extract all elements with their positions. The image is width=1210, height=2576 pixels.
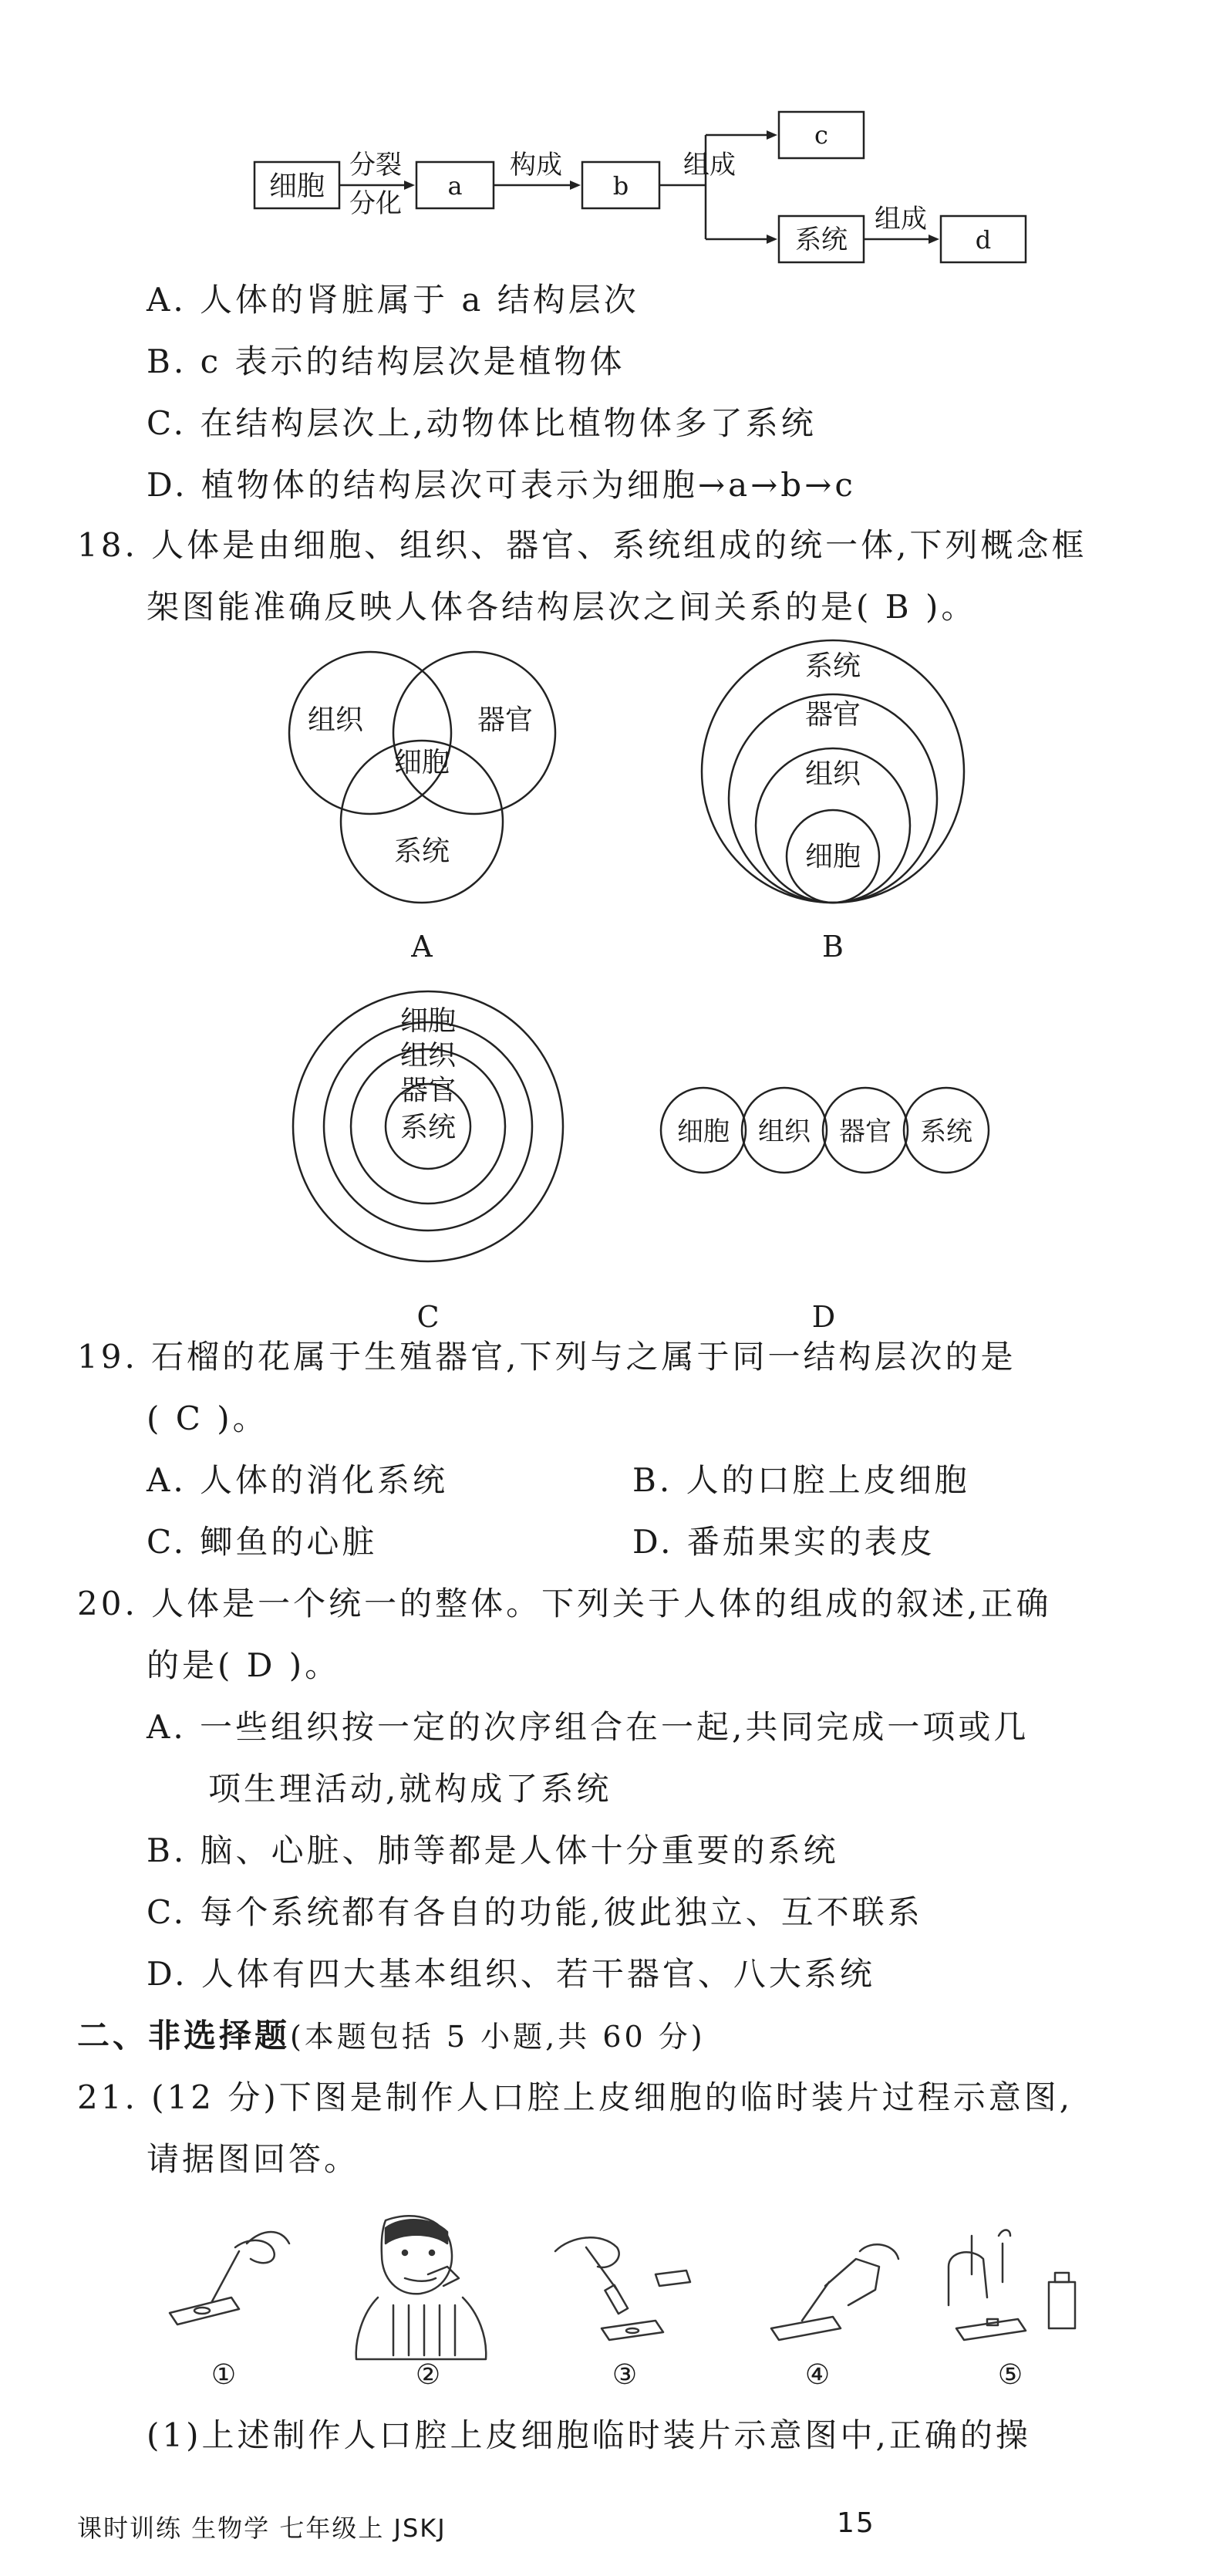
diagram-c-caption: C xyxy=(416,1300,440,1334)
q20-option-a-line1: A. 一些组织按一定的次序组合在一起,共同完成一项或几 xyxy=(147,1708,1030,1746)
diagram-d-chain xyxy=(656,1080,995,1342)
q19-option-c: C. 鲫鱼的心脏 xyxy=(147,1523,378,1561)
section-two-title: 二、非选择题 xyxy=(77,2017,291,2054)
q21-sub1-line1: (1)上述制作人口腔上皮细胞临时装片示意图中,正确的操 xyxy=(147,2416,1031,2454)
flow-form3-label: 组成 xyxy=(875,204,927,235)
flow-divide-label: 分裂 xyxy=(349,150,402,181)
structure-flow-diagram xyxy=(247,108,1041,278)
q18-stem-line1: 18. 人体是由细胞、组织、器官、系统组成的统一体,下列概念框 xyxy=(77,526,1087,564)
flow-form2-label: 组成 xyxy=(683,150,736,181)
flow-a-label: a xyxy=(447,171,463,201)
step-label-5: ⑤ xyxy=(997,2359,1023,2391)
diagram-a-system: 系统 xyxy=(393,836,450,867)
q20-option-b: B. 脑、心脏、肺等都是人体十分重要的系统 xyxy=(147,1832,839,1869)
step2-person-icon xyxy=(356,2216,486,2359)
diagram-b-organ: 器官 xyxy=(804,699,861,731)
diagram-a-tissue: 组织 xyxy=(307,704,364,736)
diagram-c-concentric xyxy=(281,988,575,1342)
q21-stem-line2: 请据图回答。 xyxy=(147,2140,360,2178)
diagram-c-cell: 细胞 xyxy=(399,1005,457,1037)
flow-d-label: d xyxy=(975,225,992,255)
diagram-d-cell: 细胞 xyxy=(677,1116,730,1147)
q17-option-c: C. 在结构层次上,动物体比植物体多了系统 xyxy=(147,404,817,442)
diagram-b-system: 系统 xyxy=(804,650,861,682)
step-label-2: ② xyxy=(415,2359,441,2391)
step4-coverslip-icon xyxy=(771,2244,898,2340)
diagram-d-tissue: 组织 xyxy=(758,1116,811,1147)
q20-stem-line1: 20. 人体是一个统一的整体。下列关于人体的组成的叙述,正确 xyxy=(77,1585,1052,1622)
diagram-c-organ: 器官 xyxy=(399,1075,457,1106)
diagram-d-organ: 器官 xyxy=(839,1116,891,1147)
q18-stem-line2: 架图能准确反映人体各结构层次之间关系的是( B )。 xyxy=(147,588,977,626)
q20-option-c: C. 每个系统都有各自的功能,彼此独立、互不联系 xyxy=(147,1893,923,1931)
q21-stem-line1: 21. (12 分)下图是制作人口腔上皮细胞的临时装片过程示意图, xyxy=(77,2078,1073,2116)
flow-differentiate-label: 分化 xyxy=(349,188,402,219)
step-label-4: ④ xyxy=(804,2359,831,2391)
step5-staining-icon xyxy=(949,2230,1075,2341)
q19-stem-line2: ( C )。 xyxy=(147,1399,268,1437)
q19-option-d: D. 番茄果实的表皮 xyxy=(632,1523,935,1561)
q17-option-b: B. c 表示的结构层次是植物体 xyxy=(147,343,625,380)
diagram-a-cell: 细胞 xyxy=(393,747,450,778)
diagram-b-caption: B xyxy=(822,930,844,964)
q19-option-b: B. 人的口腔上皮细胞 xyxy=(632,1461,970,1499)
flow-b-label: b xyxy=(612,171,629,201)
step-label-3: ③ xyxy=(612,2359,638,2391)
section-two-heading xyxy=(77,2017,706,2054)
step1-slide-icon xyxy=(170,2232,289,2324)
q17-option-d: D. 植物体的结构层次可表示为细胞→a→b→c xyxy=(147,466,856,504)
section-two-note: (本题包括 5 小题,共 60 分) xyxy=(290,2020,706,2054)
q19-stem-line1: 19. 石榴的花属于生殖器官,下列与之属于同一结构层次的是 xyxy=(77,1338,1016,1376)
diagram-a-caption: A xyxy=(411,930,433,964)
q19-option-a: A. 人体的消化系统 xyxy=(147,1461,449,1499)
diagram-b-cell: 细胞 xyxy=(804,841,861,873)
diagram-d-caption: D xyxy=(811,1300,836,1334)
flow-cell-label: 细胞 xyxy=(268,170,325,202)
flow-system-label: 系统 xyxy=(795,225,848,255)
q20-option-a-line2: 项生理活动,就构成了系统 xyxy=(208,1770,612,1808)
q21-procedure-illustrations xyxy=(154,2205,1111,2398)
diagram-a-venn xyxy=(274,648,582,972)
flow-c-label: c xyxy=(814,120,828,150)
q17-option-a: A. 人体的肾脏属于 a 结构层次 xyxy=(147,281,639,319)
diagram-a-organ: 器官 xyxy=(477,704,534,736)
flow-form1-label: 构成 xyxy=(510,150,562,181)
footer-book-info: 课时训练 生物学 七年级上 JSKJ xyxy=(77,2514,447,2543)
diagram-d-system: 系统 xyxy=(920,1116,972,1147)
step3-dropper-icon xyxy=(555,2237,690,2340)
page-number: 15 xyxy=(837,2507,875,2539)
diagram-b-tissue: 组织 xyxy=(804,758,861,790)
diagram-c-tissue: 组织 xyxy=(399,1040,457,1072)
step-label-1: ① xyxy=(211,2359,237,2391)
diagram-b-nested xyxy=(686,633,979,972)
diagram-c-system: 系统 xyxy=(399,1112,457,1143)
q20-stem-line2: 的是( D )。 xyxy=(147,1646,341,1684)
q20-option-d: D. 人体有四大基本组织、若干器官、八大系统 xyxy=(147,1955,875,1993)
